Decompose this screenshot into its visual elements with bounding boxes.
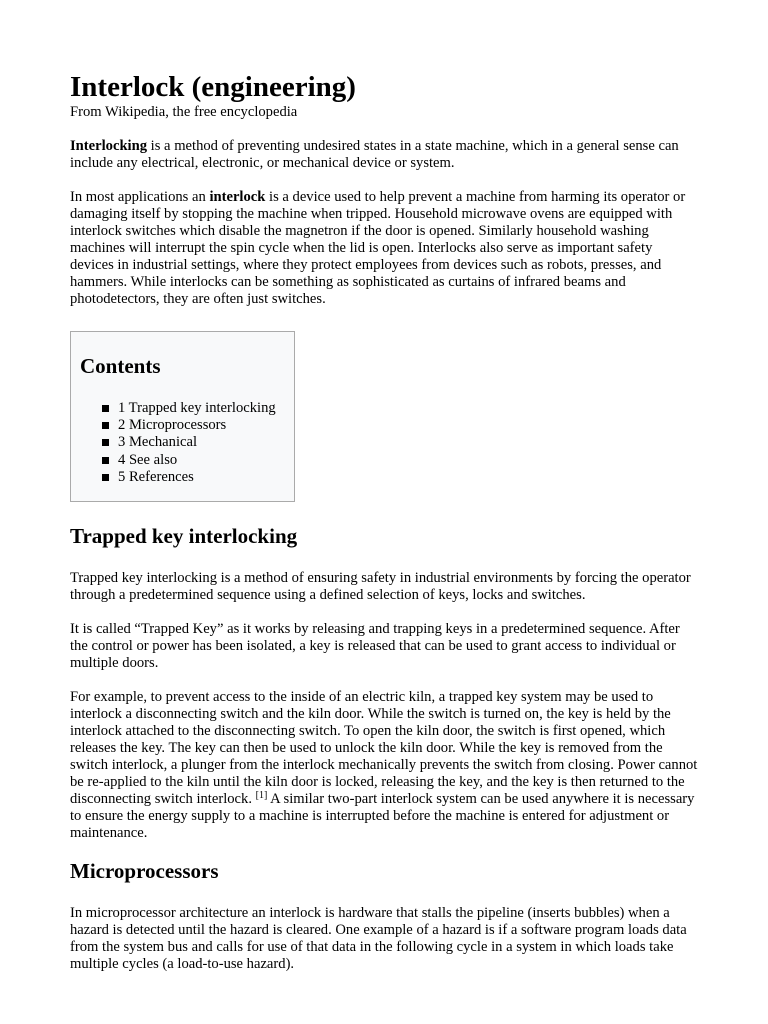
intro-paragraph-2-bold: interlock (209, 189, 266, 205)
toc-item-trapped-key[interactable] (102, 400, 285, 417)
square-bullet-icon (102, 439, 109, 446)
trapped-key-paragraph-2: It is called “Trapped Key” as it works by releasing and trapping keys in a predetermined sequence. After the control or power has been isolated, a key is released that can be used to grant access to individual or multiple doors. (70, 621, 680, 672)
trapped-key-paragraph-3-start: For example, to prevent access to the inside of an electric kiln, a trapped key system may be used to interlock a disconnecting switch and the kiln door. While the switch is turned on, the key is held by the interlock attached to the disconnecting switch. To open the kiln door, the switch is first opened, which releases the key. The key can then be used to unlock the kiln door. While the key is removed from the switch interlock, a plunger from the interlock mechanically prevents the switch from closing. Power cannot be re-applied to the kiln until the kiln door is locked, releasing the key, and the key is then returned to the disconnecting switch interlock. (70, 689, 698, 808)
intro-paragraph-2-start: In most applications an (70, 189, 210, 205)
toc-item-label: 1 Trapped key interlocking (118, 400, 276, 416)
section-heading-microprocessors: Microprocessors (70, 859, 219, 884)
intro-term-bold: Interlocking (70, 138, 148, 154)
toc-item-mechanical[interactable] (102, 434, 285, 451)
section-heading-trapped-key: Trapped key interlocking (70, 524, 298, 549)
square-bullet-icon (102, 457, 109, 464)
toc-item-see-also[interactable] (102, 452, 285, 469)
toc-item-label: 3 Mechanical (118, 434, 198, 451)
toc-heading: Contents (80, 354, 161, 378)
intro-paragraph-2 (70, 189, 698, 308)
table-of-contents (70, 331, 295, 502)
square-bullet-icon (102, 474, 109, 481)
intro-paragraph-1-text: is a method of preventing undesired states in a state machine, which in a general sense can include any electrical, electronic, or mechanical device or system. (70, 138, 679, 171)
toc-list (80, 400, 285, 486)
toc-item-label: 5 References (118, 468, 194, 485)
toc-item-label: 4 See also (118, 451, 178, 468)
citation-link[interactable]: [1] (255, 790, 268, 802)
trapped-key-paragraph-3-rest: A similar two-part interlock system can be used anywhere it is necessary to ensure the energy supply to a machine is interrupted before the machine is entered for adjustment or maintenance. (70, 791, 695, 842)
toc-item-microprocessors[interactable] (102, 417, 285, 434)
intro-paragraph-2-text: is a device used to help prevent a machine from harming its operator or damaging itself by stopping the machine when tripped. Household microwave ovens are equipped with interlock switches which disable the magnetron if the door is opened. Similarly household washing machines will interrupt the spin cycle when the lid is open. Interlocks also serve as important safety devices in industrial settings, where they protect employees from devices such as robots, presses, and hammers. While interlocks can be something as sophisticated as curtains of infrared beams and photodetectors, they are often just switches. (70, 189, 686, 307)
toc-item-references[interactable] (102, 469, 285, 486)
toc-item-label: 2 Microprocessors (118, 417, 227, 434)
trapped-key-paragraph-1: Trapped key interlocking is a method of ensuring safety in industrial environments by forcing the operator through a predetermined sequence using a defined selection of keys, locks and switches. (70, 570, 691, 604)
microprocessors-paragraph-1: In microprocessor architecture an interlock is hardware that stalls the pipeline (inserts bubbles) when a hazard is detected until the hazard is cleared. One example of a hazard is if a software program loads data from the system bus and calls for use of that data in the following cycle in a system in which loads take multiple cycles (a load-to-use hazard). (70, 905, 687, 973)
square-bullet-icon (102, 405, 109, 412)
trapped-key-paragraph-3 (70, 689, 698, 842)
page-subtitle: From Wikipedia, the free encyclopedia (70, 104, 298, 120)
square-bullet-icon (102, 422, 109, 429)
intro-paragraph-1 (70, 138, 698, 172)
page-title: Interlock (engineering) (70, 71, 356, 103)
